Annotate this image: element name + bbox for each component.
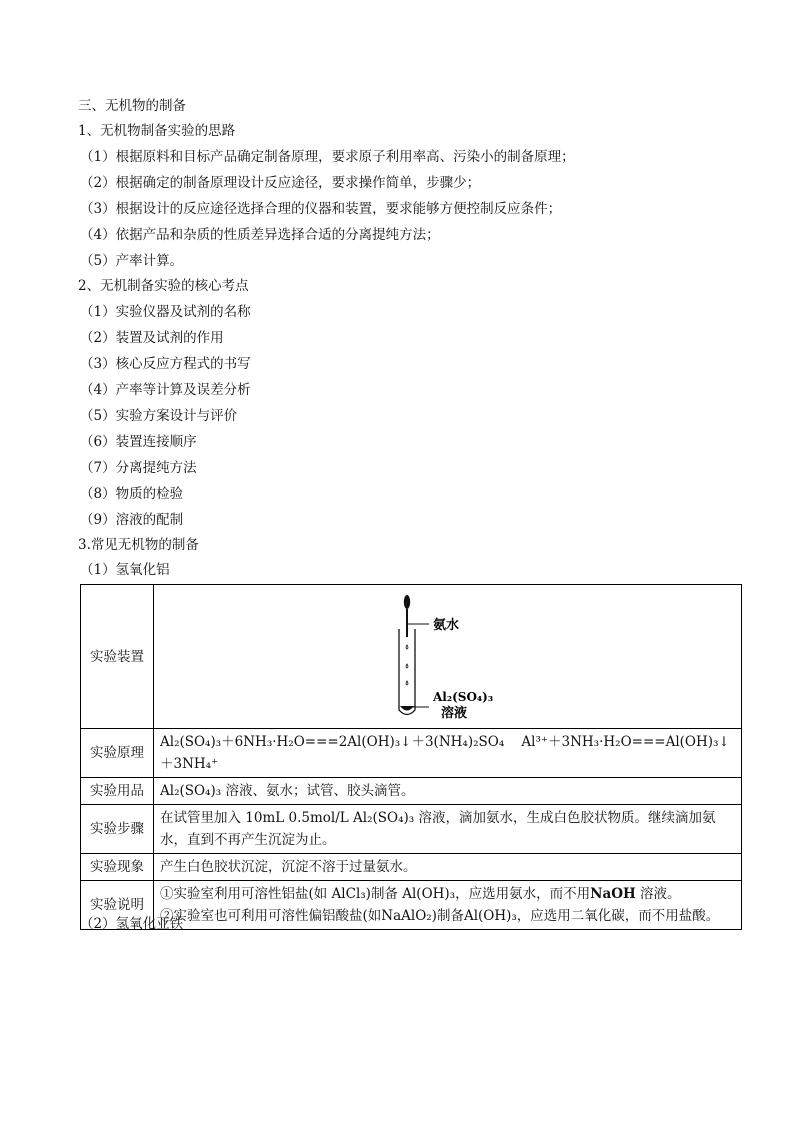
liquid-icon (400, 706, 414, 711)
solution-word-label: 溶液 (441, 706, 468, 721)
part1-title: 1、无机物制备实验的思路 (78, 123, 236, 139)
note1-bold: NaOH (590, 886, 636, 902)
solution-formula-label: Al₂(SO₄)₃ (433, 690, 494, 704)
steps-line: 在试管里加入 10mL 0.5mol/L Al₂(SO₄)₃ 溶液，滴加氨水，生成白色胶状物质。继续滴加氨 (160, 810, 716, 826)
drop-icon (406, 664, 408, 668)
part2-item: （7）分离提纯方法 (80, 460, 197, 476)
test-tube-diagram (154, 585, 738, 721)
principle-label: 实验原理 (81, 729, 154, 778)
table-row (81, 729, 742, 778)
note1-text: ①实验室利用可溶性铝盐(如 AlCl₃)制备 Al(OH)₃，应选用氨水，而不用 (160, 886, 591, 902)
notes-cell (154, 881, 742, 930)
part3-title: 3.常见无机物的制备 (78, 537, 199, 553)
principle-cell (154, 729, 742, 778)
part2-item: （3）核心反应方程式的书写 (80, 356, 251, 372)
steps-cell (154, 805, 742, 854)
steps-line: 水，直到不再产生沉淀为止。 (160, 832, 336, 848)
part2-item: （4）产率等计算及误差分析 (80, 382, 251, 398)
materials-text: Al₂(SO₄)₃ 溶液、氨水；试管、胶头滴管。 (154, 778, 742, 805)
apparatus-label: 实验装置 (81, 585, 154, 729)
materials-label: 实验用品 (81, 778, 154, 805)
part2-item: （9）溶液的配制 (80, 512, 184, 528)
part1-item: （1）根据原料和目标产品确定制备原理，要求原子利用率高、污染小的制备原理； (80, 149, 575, 165)
test-tube-icon (399, 629, 415, 715)
part2-item: （2）装置及试剂的作用 (80, 330, 224, 346)
drop-icon (406, 681, 408, 685)
table-row (81, 805, 742, 854)
section-title: 三、无机物的制备 (78, 98, 186, 114)
table-row (81, 585, 742, 729)
part3-sub1-heading: （1）氢氧化铝 (80, 562, 170, 578)
principle-equation: Al₂(SO₄)₃＋6NH₃·H₂O===2Al(OH)₃↓＋3(NH₄)₂SO₄ (160, 734, 505, 750)
part2-item: （6）装置连接顺序 (80, 434, 197, 450)
part1-item: （4）依据产品和杂质的性质差异选择合适的分离提纯方法； (80, 227, 440, 243)
part1-item: （2）根据确定的制备原理设计反应途径，要求操作简单，步骤少； (80, 175, 481, 191)
part2-title: 2、无机制备实验的核心考点 (78, 278, 249, 294)
ammonia-label: 氨水 (433, 618, 460, 633)
experiment-table (80, 584, 742, 930)
part1-item: （5）产率计算。 (80, 253, 184, 269)
part2-item: （5）实验方案设计与评价 (80, 408, 238, 424)
note1-tail: 溶液。 (635, 886, 681, 902)
part2-item: （8）物质的检验 (80, 486, 184, 502)
note-line (160, 883, 735, 905)
steps-label: 实验步骤 (81, 805, 154, 854)
note-line: ②实验室也可利用可溶性偏铝酸盐(如NaAlO₂)制备Al(OH)₃，应选用二氧化碳，而不用盐酸。 (160, 908, 720, 924)
part2-item: （1）实验仪器及试剂的名称 (80, 304, 251, 320)
part3-sub2-heading: （2）氢氧化亚铁 (80, 916, 184, 932)
drop-icon (406, 645, 408, 649)
phenomenon-label: 实验现象 (81, 854, 154, 881)
dropper-bulb-icon (404, 595, 410, 609)
phenomenon-text: 产生白色胶状沉淀，沉淀不溶于过量氨水。 (154, 854, 742, 881)
part1-item: （3）根据设计的反应途径选择合理的仪器和装置，要求能够方便控制反应条件； (80, 201, 562, 217)
apparatus-cell (154, 585, 742, 729)
principle-ionic-equation: Al³⁺＋3NH₃·H₂O===Al(OH)₃↓＋3NH₄⁺ (160, 734, 730, 772)
notes-label: 实验说明 (81, 881, 154, 930)
table-row (81, 778, 742, 805)
table-row (81, 854, 742, 881)
